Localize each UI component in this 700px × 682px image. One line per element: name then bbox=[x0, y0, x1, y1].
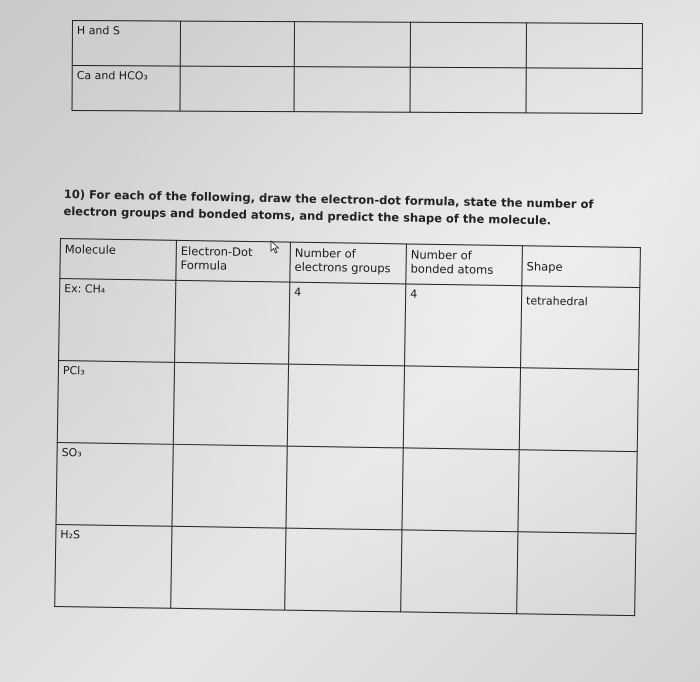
table-row bbox=[72, 21, 642, 69]
row-label: Ca and HCO₃ bbox=[72, 66, 180, 112]
question-text: 10) For each of the following, draw the electron-dot formula, state the number of electron groups and bonded atoms, and predict the shape of the molecule. bbox=[63, 186, 594, 228]
blank-cell[interactable] bbox=[410, 67, 526, 113]
header-electron-dot: Electron-Dot Formula bbox=[176, 240, 291, 282]
header-shape: Shape bbox=[522, 246, 641, 288]
shape-cell[interactable] bbox=[518, 450, 637, 534]
bonded-atoms-cell[interactable] bbox=[402, 448, 519, 532]
electron-groups-cell[interactable] bbox=[286, 446, 403, 530]
molecule-cell: SO₃ bbox=[56, 442, 173, 526]
shape-cell[interactable] bbox=[517, 532, 636, 616]
electron-dot-cell[interactable] bbox=[171, 526, 286, 610]
table-row bbox=[72, 66, 642, 114]
table-row bbox=[57, 360, 638, 451]
shape-cell[interactable]: tetrahedral bbox=[521, 286, 640, 370]
electron-dot-cell[interactable] bbox=[172, 444, 287, 528]
electron-dot-cell[interactable] bbox=[173, 362, 288, 446]
bonded-atoms-cell[interactable] bbox=[403, 366, 520, 450]
row-label: H and S bbox=[72, 21, 180, 67]
table-row bbox=[59, 279, 640, 370]
electron-groups-cell[interactable]: 4 bbox=[289, 282, 406, 366]
header-electron-groups: Number of electrons groups bbox=[290, 242, 407, 284]
mouse-pointer-icon bbox=[270, 240, 280, 254]
blank-cell[interactable] bbox=[526, 68, 642, 114]
electron-groups-cell[interactable] bbox=[287, 364, 404, 448]
blank-cell[interactable] bbox=[180, 66, 294, 112]
molecule-table bbox=[54, 238, 641, 616]
blank-cell[interactable] bbox=[294, 67, 410, 113]
blank-cell[interactable] bbox=[526, 23, 642, 69]
molecule-cell: PCl₃ bbox=[57, 360, 174, 444]
molecule-cell: Ex: CH₄ bbox=[59, 279, 176, 363]
electron-dot-cell[interactable] bbox=[175, 280, 290, 364]
shape-cell[interactable] bbox=[519, 368, 638, 452]
bonded-atoms-cell[interactable] bbox=[401, 530, 518, 614]
bonded-atoms-cell[interactable]: 4 bbox=[405, 284, 522, 368]
electron-groups-cell[interactable] bbox=[285, 528, 402, 612]
blank-cell[interactable] bbox=[410, 22, 526, 68]
header-bonded-atoms: Number of bonded atoms bbox=[406, 244, 523, 286]
blank-cell[interactable] bbox=[180, 21, 294, 67]
molecule-cell: H₂S bbox=[55, 524, 172, 608]
header-molecule: Molecule bbox=[60, 239, 177, 281]
blank-cell[interactable] bbox=[294, 22, 410, 68]
table-row bbox=[56, 442, 637, 533]
top-table bbox=[72, 20, 643, 114]
table-row bbox=[55, 524, 636, 615]
